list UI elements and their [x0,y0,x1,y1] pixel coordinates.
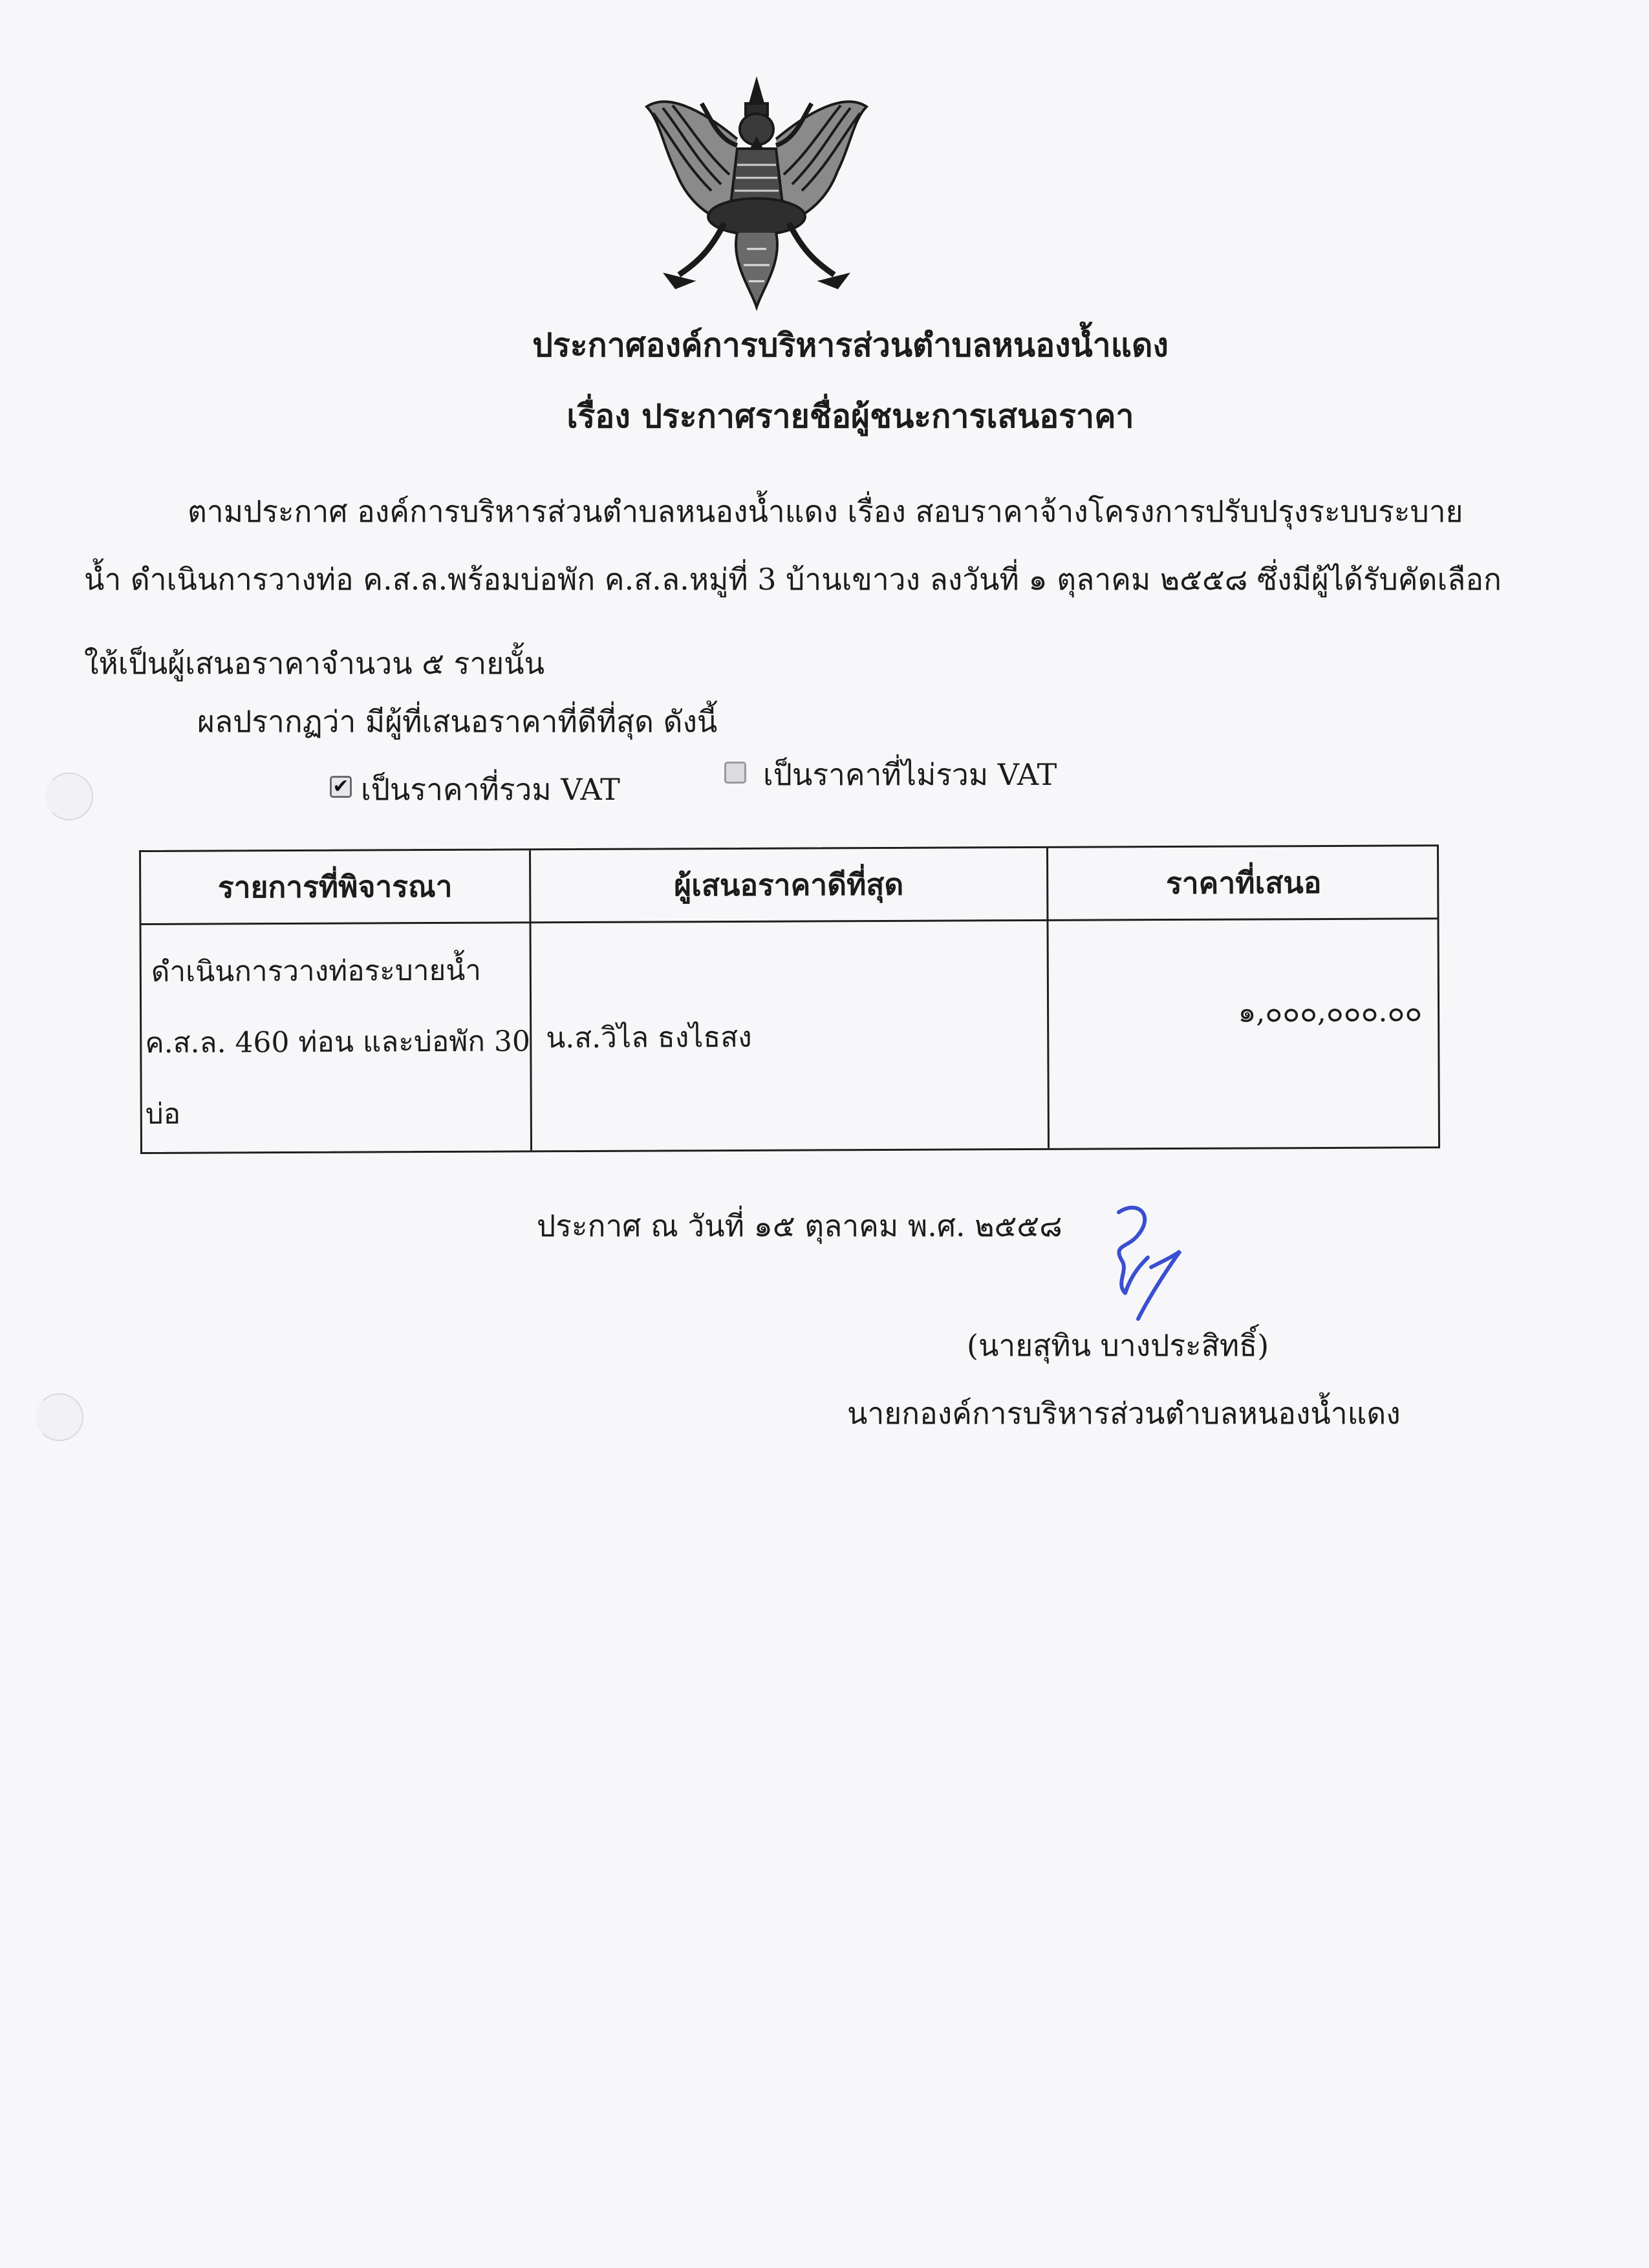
result-table [139,844,1440,1154]
vat-included-checkbox[interactable] [330,776,352,798]
announcement-date: ประกาศ ณ วันที่ ๑๕ ตุลาคม พ.ศ. ๒๕๕๘ [537,1208,1062,1243]
document-subject: เรื่อง ประกาศรายชื่อผู้ชนะการเสนอราคา [566,397,1134,435]
checkmark-icon: ✔ [332,775,349,798]
table-header-bidder: ผู้เสนอราคาดีที่สุด [674,866,904,903]
vat-included-label: เป็นราคาที่รวม VAT [361,772,620,807]
table-header-price: ราคาที่เสนอ [1165,864,1322,901]
body-paragraph-line: ให้เป็นผู้เสนอราคาจำนวน ๕ รายนั้น [84,646,545,681]
table-cell-item-line: บ่อ [145,1097,181,1131]
table-cell-item-line: ดำเนินการวางท่อระบายน้ำ [151,954,482,989]
table-cell-price: ๑,๐๐๐,๐๐๐.๐๐ [1238,995,1423,1029]
garuda-emblem-icon [640,68,873,314]
result-intro-line: ผลปรากฏว่า มีผู้ที่เสนอราคาที่ดีที่สุด ดังนี้ [197,704,718,739]
signer-name: (นายสุทิน บางประสิทธิ์) [967,1328,1269,1363]
table-cell-item-line: ค.ส.ล. 460 ท่อน และบ่อพัก 30 [145,1025,531,1060]
document-title: ประกาศองค์การบริหารส่วนตำบลหนองน้ำแดง [532,326,1169,364]
vat-excluded-label: เป็นราคาที่ไม่รวม VAT [763,757,1057,792]
table-cell-bidder: น.ส.วิไล ธงไธสง [546,1020,752,1055]
punch-hole [36,1393,83,1441]
signer-title: นายกองค์การบริหารส่วนตำบลหนองน้ำแดง [847,1396,1401,1431]
signature-icon [1093,1196,1196,1332]
body-paragraph-line: น้ำ ดำเนินการวางท่อ ค.ส.ล.พร้อมบ่อพัก ค.ส.ล.หมู่ที่ 3 บ้านเขาวง ลงวันที่ ๑ ตุลาคม ๒๕๕๘ ซึ่งมีผู้ได้รับคัดเลือก [84,562,1502,597]
vat-excluded-checkbox[interactable] [724,762,746,784]
body-paragraph-line: ตามประกาศ องค์การบริหารส่วนตำบลหนองน้ำแดง เรื่อง สอบราคาจ้างโครงการปรับปรุงระบบระบาย [188,494,1463,529]
table-header-item: รายการที่พิจารณา [217,868,453,904]
punch-hole [45,773,93,820]
